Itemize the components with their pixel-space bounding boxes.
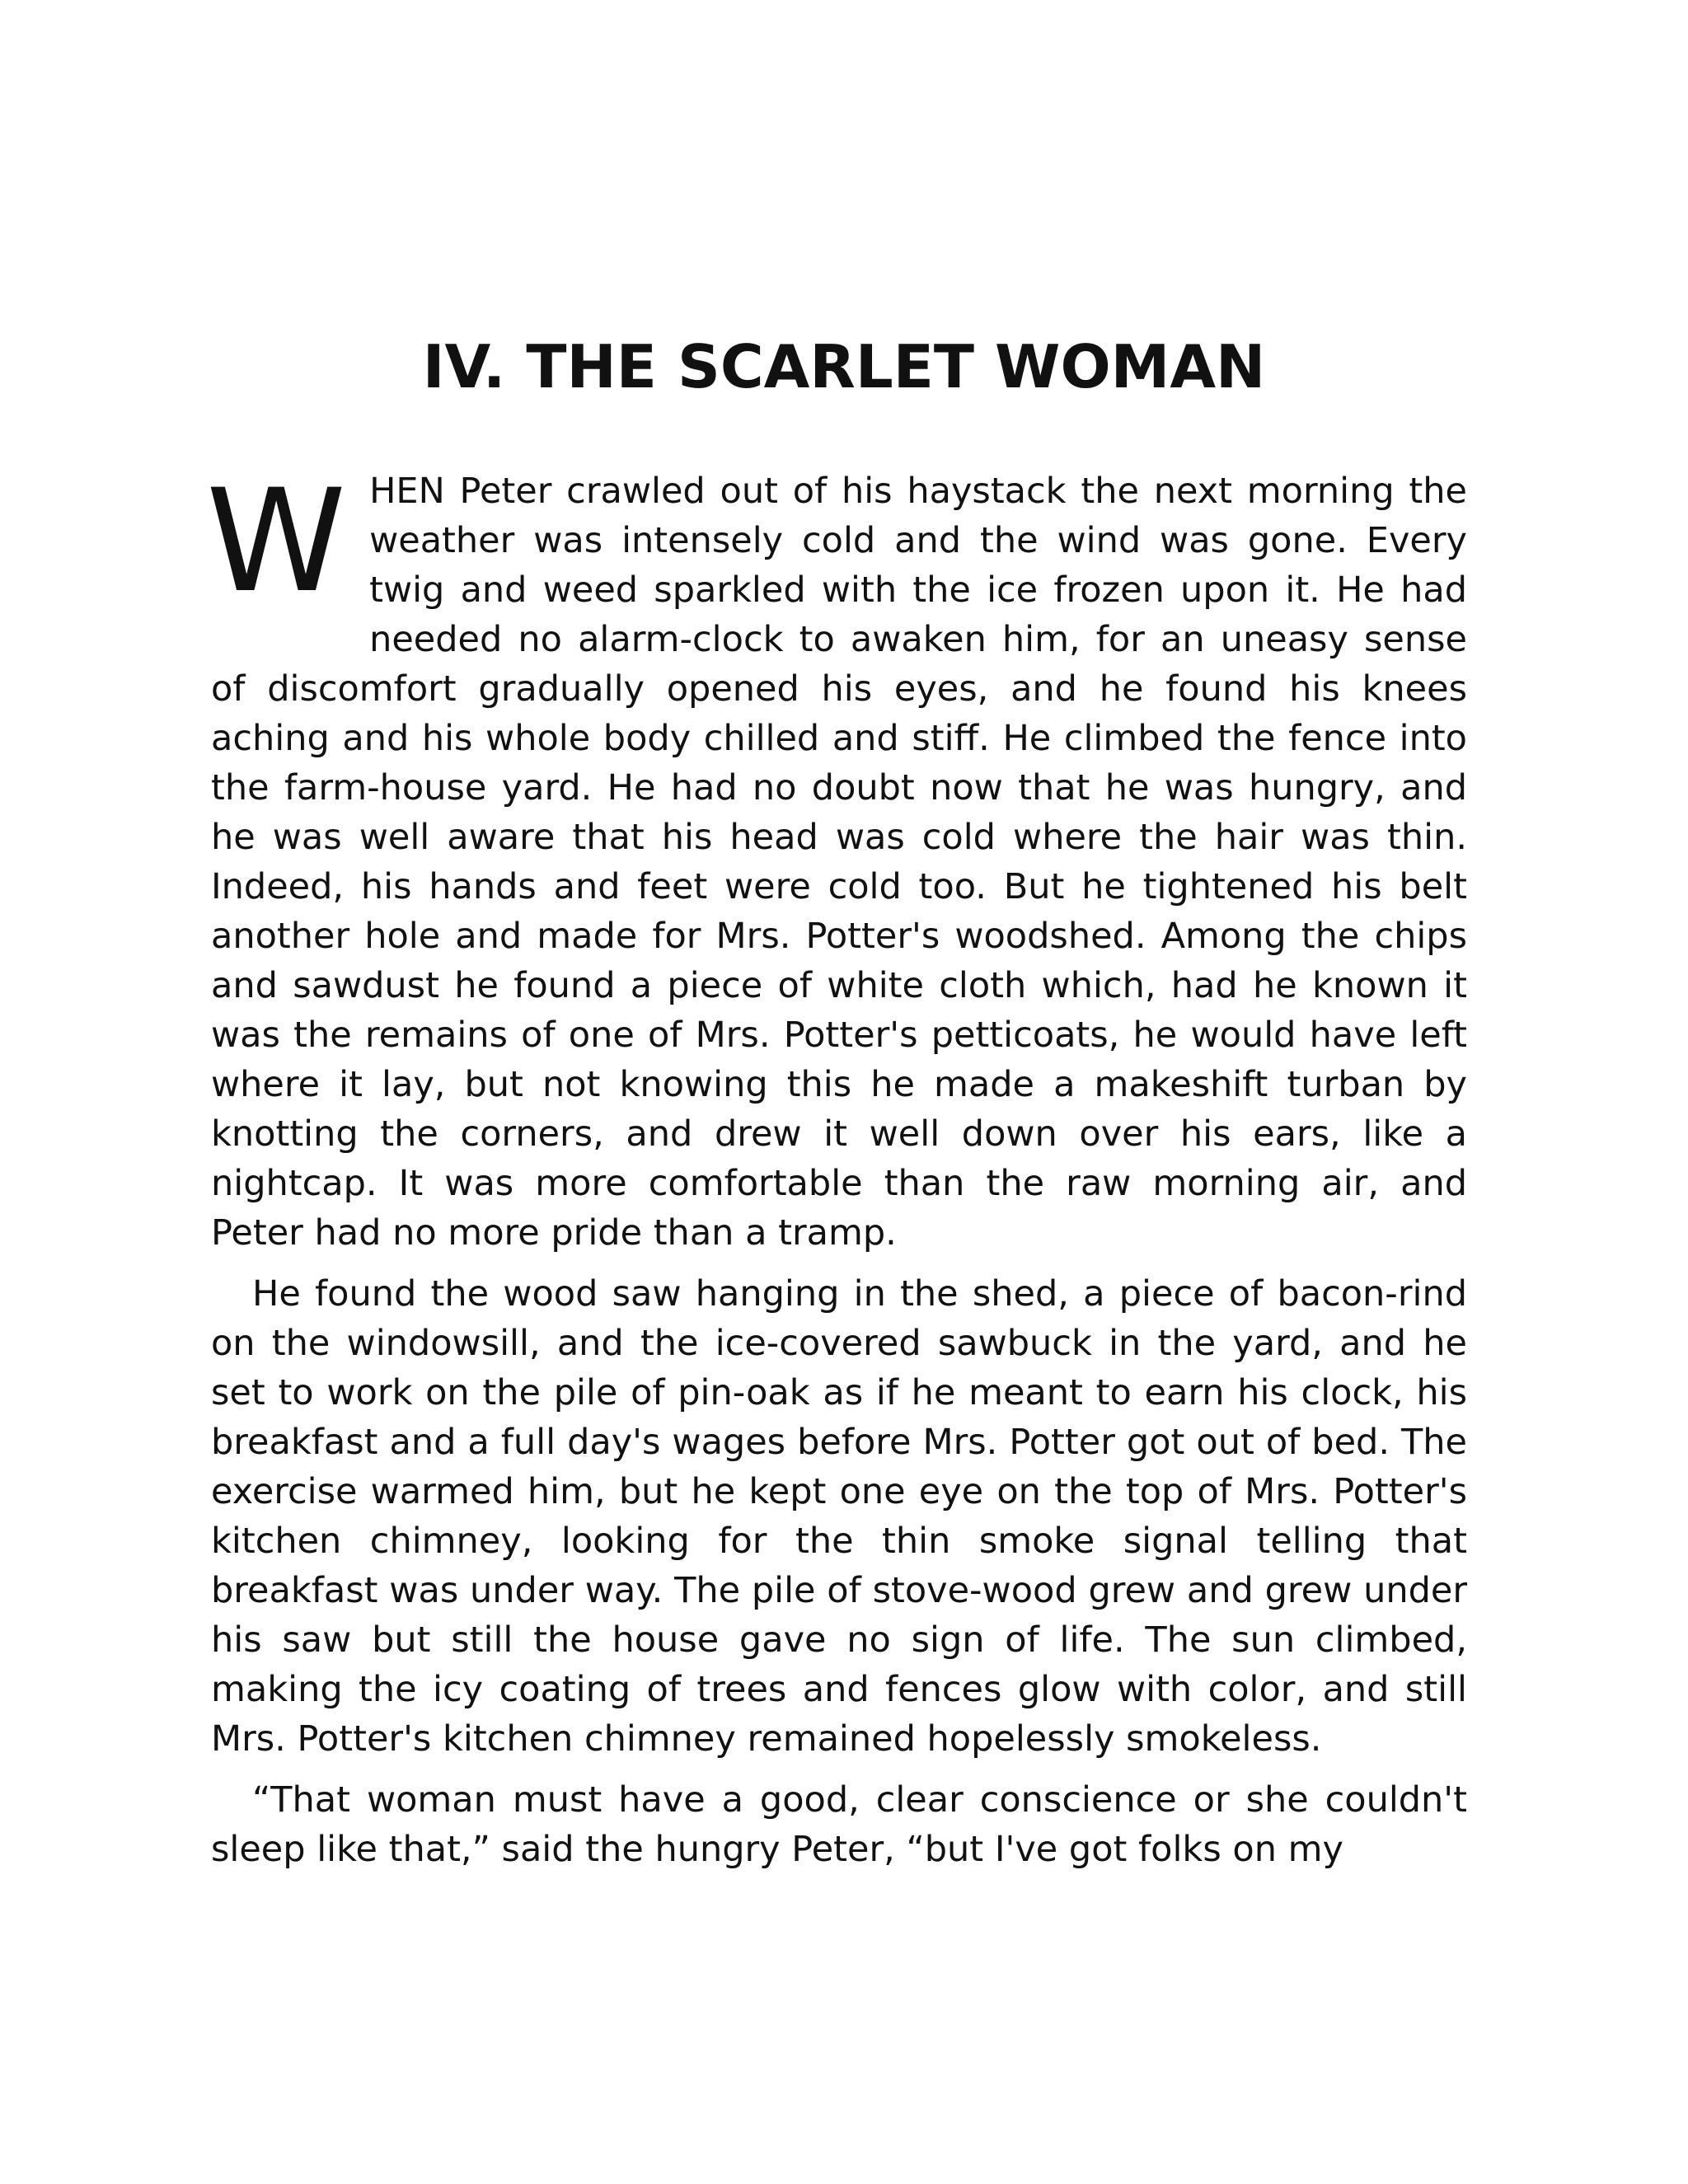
paragraph-2: He found the wood saw hanging in the shed, a piece of bacon-rind on the windowsill, and the ice-covered sawbuck in the yard, and he set to work on the pile of pin-oak as if he meant to earn his clock, his breakfast and a full day's wages before Mrs. Potter got out of bed. The exercise warmed him, but he kept one eye on the top of Mrs. Potter's kitchen chimney, looking for the thin smoke signal telling that breakfast was under way. The pile of stove-wood grew and grew under his saw but still the house gave no sign of life. The sun climbed, making the icy coating of trees and fences glow with color, and still Mrs. Potter's kitchen chimney remained hopelessly smokeless. xyxy=(211,1273,1467,1760)
body-text xyxy=(206,458,1467,1886)
drop-cap: W xyxy=(206,458,347,624)
chapter-title: IV. THE SCARLET WOMAN xyxy=(422,332,1266,401)
paragraph-3: “That woman must have a good, clear conscience or she couldn't sleep like that,” said the hungry Peter, “but I've got folks on my xyxy=(211,1779,1467,1870)
paragraph-1 xyxy=(206,458,1467,1258)
paragraph-1-text: HEN Peter crawled out of his haystack the next morning the weather was intensely cold and the wind was gone. Every twig and weed sparkled with the ice frozen upon it. He had needed no alarm-clock to awaken him, for an uneasy sense of discomfort gradually opened his eyes, and he found his knees aching and his whole body chilled and stiff. He climbed the fence into the farm-house yard. He had no doubt now that he was hungry, and he was well aware that his head was cold where the hair was thin. Indeed, his hands and feet were cold too. But he tightened his belt another hole and made for Mrs. Potter's woodshed. Among the chips and sawdust he found a piece of white cloth which, had he known it was the remains of one of Mrs. Potter's petticoats, he would have left where it lay, but not knowing this he made a makeshift turban by knotting the corners, and drew it well down over his ears, like a nightcap. It was more comfortable than the raw morning air, and Peter had no more pride than a tramp. xyxy=(211,471,1467,1254)
